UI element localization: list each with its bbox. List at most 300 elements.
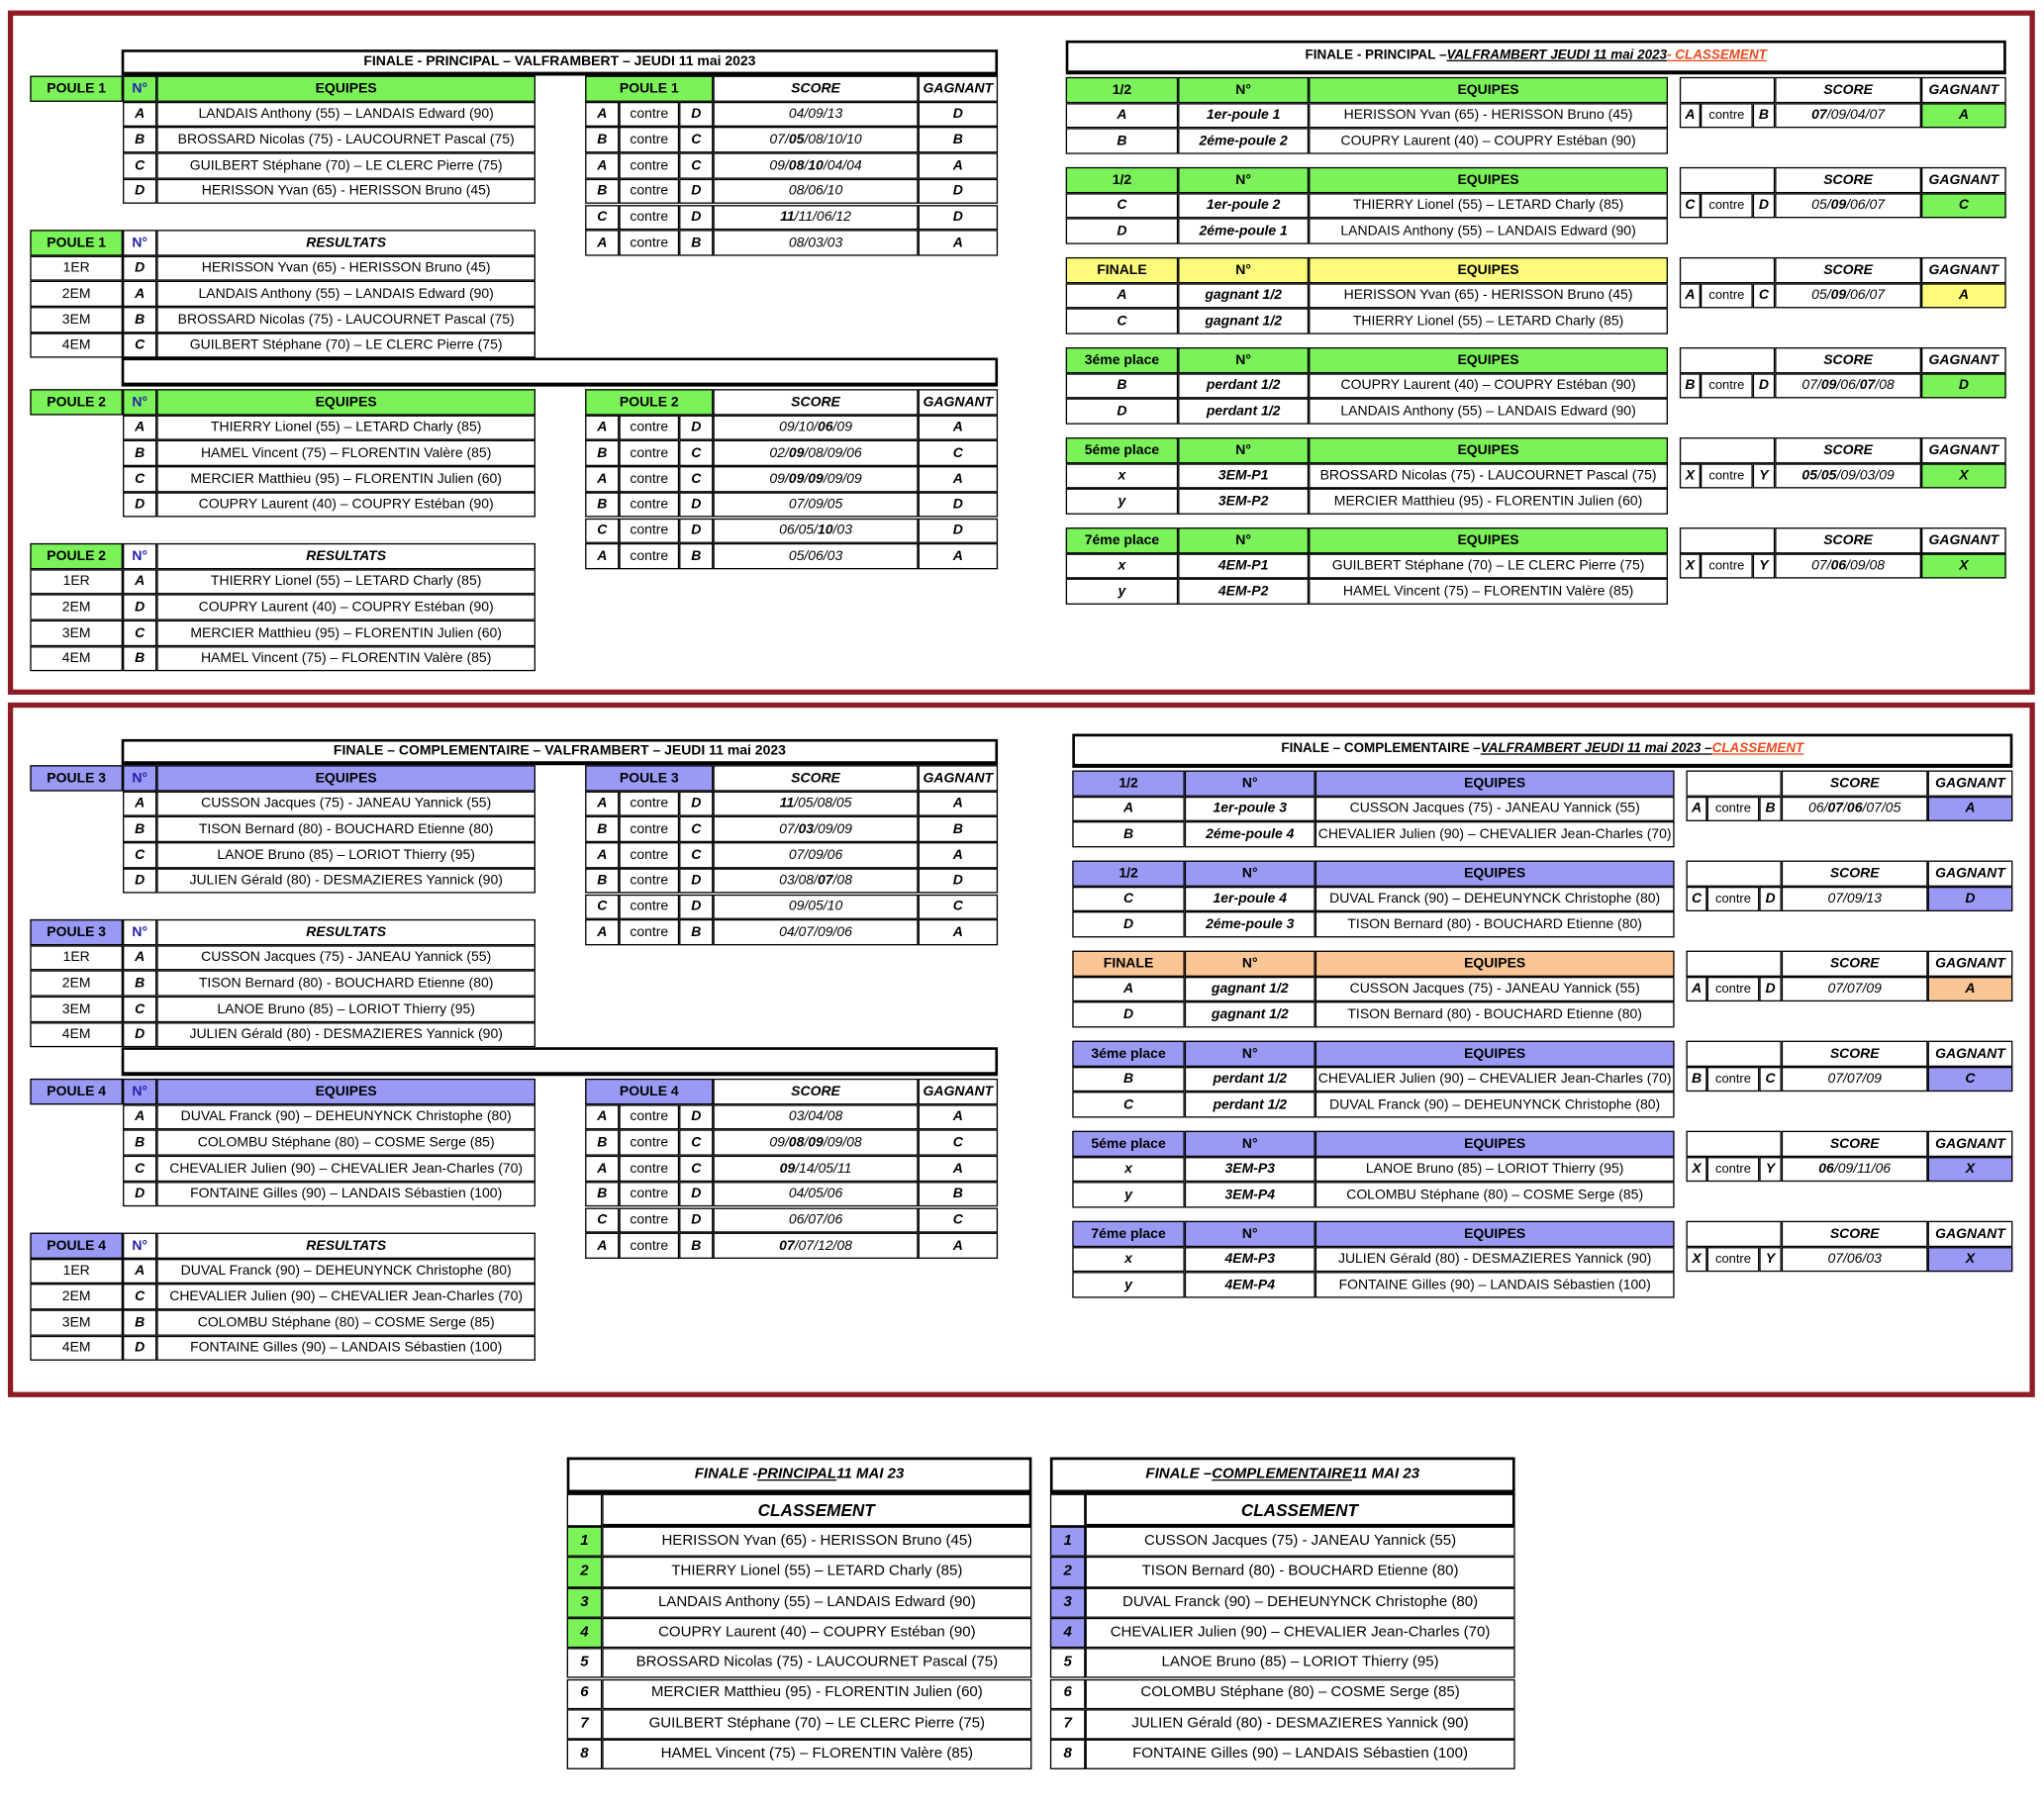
- match-team-b: C: [679, 816, 713, 842]
- classement-header: CLASSEMENT: [602, 1494, 1031, 1527]
- team-letter: C: [123, 620, 156, 646]
- match-winner: A: [919, 466, 998, 492]
- team-letter: D: [123, 1182, 156, 1207]
- score-header: SCORE: [713, 76, 918, 102]
- match-winner: D: [919, 205, 998, 231]
- match-team-b: C: [679, 1156, 713, 1182]
- pool-label: POULE 1: [30, 76, 123, 102]
- classement-title: [567, 1458, 1032, 1494]
- team-letter: C: [123, 466, 156, 492]
- team-letter: B: [123, 971, 156, 997]
- match-winner: D: [919, 179, 998, 205]
- match-winner: C: [919, 1130, 998, 1156]
- winner-header: GAGNANT: [919, 1079, 998, 1104]
- match-score: 06/05/ 10 /03: [713, 518, 918, 543]
- match-score: 04/05/06: [713, 1182, 918, 1207]
- match-score: 05 / 05 /09/03/09: [1775, 463, 1921, 489]
- match-team-a: A: [585, 842, 619, 868]
- contre-label: contre: [1701, 463, 1753, 489]
- team-letter: C: [1066, 309, 1178, 334]
- seed-label: gagnant 1/2: [1185, 1002, 1315, 1028]
- contre-label: contre: [619, 842, 679, 868]
- team-name: FONTAINE Gilles (90) – LANDAIS Sébastien (100): [1315, 1273, 1675, 1298]
- score-header: SCORE: [1775, 347, 1921, 373]
- match-winner: A: [919, 842, 998, 868]
- rank-label: 2EM: [30, 1285, 123, 1310]
- team-letter: D: [123, 595, 156, 620]
- team-name: TISON Bernard (80) - BOUCHARD Etienne (80): [1315, 912, 1675, 938]
- match-team-a: B: [1680, 373, 1701, 399]
- rank-label: 3EM: [30, 997, 123, 1022]
- pool-label: POULE 2: [585, 389, 713, 415]
- match-winner: A: [919, 415, 998, 440]
- rank-number: 7: [567, 1709, 603, 1740]
- team-name: CUSSON Jacques (75) - JANEAU Yannick (55): [156, 945, 535, 971]
- team-letter: B: [1066, 373, 1178, 399]
- match-team-b: Y: [1753, 553, 1775, 579]
- blank-header: [1680, 167, 1775, 193]
- team-letter: B: [123, 440, 156, 466]
- blank-header: [1680, 77, 1775, 103]
- title-classement: - CLASSEMENT: [1667, 48, 1767, 63]
- team-letter: A: [123, 415, 156, 440]
- teams-header: EQUIPES: [1315, 1131, 1675, 1157]
- match-winner: A: [1928, 796, 2013, 821]
- teams-header: EQUIPES: [1315, 1041, 1675, 1067]
- seed-label: gagnant 1/2: [1185, 977, 1315, 1002]
- score-header: SCORE: [1775, 257, 1921, 283]
- results-header: RESULTATS: [156, 919, 535, 945]
- team-letter: D: [1066, 219, 1178, 244]
- rank-number: 2: [567, 1557, 603, 1587]
- number-header: N°: [1185, 951, 1315, 977]
- match-winner: X: [1921, 463, 2006, 489]
- match-winner: B: [919, 128, 998, 153]
- team-name: HERISSON Yvan (65) - HERISSON Bruno (45): [1309, 283, 1668, 309]
- team-name: LANDAIS Anthony (55) – LANDAIS Edward (90): [1309, 399, 1668, 425]
- team-letter: C: [123, 1156, 156, 1182]
- contre-label: contre: [619, 919, 679, 945]
- title-date: 11 MAI 23: [836, 1466, 905, 1482]
- match-winner: X: [1928, 1157, 2013, 1183]
- match-winner: A: [919, 543, 998, 569]
- number-header: N°: [1178, 437, 1309, 463]
- winner-header: GAGNANT: [1928, 771, 2013, 797]
- team-name: LANDAIS Anthony (55) – LANDAIS Edward (90): [602, 1587, 1031, 1618]
- team-name: JULIEN Gérald (80) - DESMAZIERES Yannick (90): [156, 1022, 535, 1048]
- match-score: 05/ 09 /06/07: [1775, 283, 1921, 309]
- contre-label: contre: [619, 230, 679, 255]
- stage-label: 3éme place: [1072, 1041, 1184, 1067]
- team-letter: C: [1072, 1093, 1184, 1118]
- match-winner: A: [919, 1233, 998, 1259]
- match-team-a: B: [585, 128, 619, 153]
- team-name: HAMEL Vincent (75) – FLORENTIN Valère (85): [156, 646, 535, 672]
- match-team-b: Y: [1759, 1247, 1781, 1273]
- number-header: N°: [1185, 1131, 1315, 1157]
- team-letter: B: [1066, 129, 1178, 154]
- match-team-a: A: [585, 1233, 619, 1259]
- match-team-b: C: [1753, 283, 1775, 309]
- score-header: SCORE: [1782, 951, 1928, 977]
- match-team-a: A: [1686, 977, 1706, 1002]
- team-name: THIERRY Lionel (55) – LETARD Charly (85): [156, 415, 535, 440]
- seed-label: 2éme-poule 3: [1185, 912, 1315, 938]
- contre-label: contre: [1701, 373, 1753, 399]
- seed-label: perdant 1/2: [1185, 1093, 1315, 1118]
- title-venue: VALFRAMBERT JEUDI 11 mai 2023: [1446, 48, 1668, 63]
- stage-label: FINALE: [1072, 951, 1184, 977]
- match-winner: A: [1921, 103, 2006, 129]
- team-letter: A: [123, 945, 156, 971]
- team-letter: B: [123, 1310, 156, 1336]
- winner-header: GAGNANT: [1921, 437, 2006, 463]
- team-name: HAMEL Vincent (75) – FLORENTIN Valère (85): [602, 1740, 1031, 1770]
- team-name: GUILBERT Stéphane (70) – LE CLERC Pierre (75): [602, 1709, 1031, 1740]
- rank-label: 3EM: [30, 1310, 123, 1336]
- match-team-a: B: [585, 440, 619, 466]
- winner-header: GAGNANT: [1928, 861, 2013, 887]
- team-name: LANDAIS Anthony (55) – LANDAIS Edward (90): [1309, 219, 1668, 244]
- seed-label: 1er-poule 3: [1185, 796, 1315, 821]
- match-team-a: C: [585, 518, 619, 543]
- number-header: N°: [123, 389, 156, 415]
- contre-label: contre: [619, 128, 679, 153]
- match-score: 11 /11/06/12: [713, 205, 918, 231]
- match-winner: C: [919, 1207, 998, 1233]
- seed-label: 2éme-poule 4: [1185, 821, 1315, 847]
- pool-label: POULE 2: [30, 389, 123, 415]
- contre-label: contre: [1707, 796, 1760, 821]
- match-score: 07/ 03 /09/09: [713, 816, 918, 842]
- match-team-b: D: [1753, 193, 1775, 219]
- rank-number: 6: [567, 1678, 603, 1709]
- seed-label: 2éme-poule 2: [1178, 129, 1309, 154]
- match-winner: D: [919, 518, 998, 543]
- match-winner: C: [919, 440, 998, 466]
- seed-label: 1er-poule 4: [1185, 887, 1315, 912]
- team-name: CHEVALIER Julien (90) – CHEVALIER Jean-Charles (70): [1315, 1067, 1675, 1093]
- rank-number: 3: [567, 1587, 603, 1618]
- stage-label: 7éme place: [1072, 1221, 1184, 1247]
- match-winner: A: [1928, 977, 2013, 1002]
- pool-label: POULE 4: [30, 1079, 123, 1104]
- teams-header: EQUIPES: [1309, 77, 1668, 103]
- team-name: COLOMBU Stéphane (80) – COSME Serge (85): [1315, 1183, 1675, 1208]
- team-letter: x: [1066, 553, 1178, 579]
- team-name: LANOE Bruno (85) – LORIOT Thierry (95): [156, 997, 535, 1022]
- match-team-b: C: [679, 466, 713, 492]
- stage-label: FINALE: [1066, 257, 1178, 283]
- blank-header: [1680, 527, 1775, 553]
- pool-label: POULE 1: [585, 76, 713, 102]
- match-team-b: D: [679, 868, 713, 894]
- match-team-a: A: [585, 919, 619, 945]
- contre-label: contre: [619, 415, 679, 440]
- contre-label: contre: [619, 543, 679, 569]
- number-header: N°: [1185, 1221, 1315, 1247]
- seed-label: 1er-poule 1: [1178, 103, 1309, 129]
- team-letter: C: [123, 997, 156, 1022]
- match-team-b: D: [679, 179, 713, 205]
- winner-header: GAGNANT: [1928, 1041, 2013, 1067]
- number-header: N°: [123, 543, 156, 569]
- team-name: COUPRY Laurent (40) – COUPRY Estéban (90): [156, 492, 535, 518]
- rank-label: 4EM: [30, 646, 123, 672]
- results-header: RESULTATS: [156, 230, 535, 255]
- match-score: 09/ 08 / 09 /09/08: [713, 1130, 918, 1156]
- match-winner: X: [1928, 1247, 2013, 1273]
- match-team-a: C: [1680, 193, 1701, 219]
- rank-label: 1ER: [30, 255, 123, 281]
- contre-label: contre: [1707, 977, 1760, 1002]
- team-letter: y: [1066, 579, 1178, 605]
- title-division: PRINCIPAL: [757, 1466, 837, 1482]
- match-score: 07/09/05: [713, 492, 918, 518]
- score-header: SCORE: [1782, 861, 1928, 887]
- blank-header: [1686, 1221, 1781, 1247]
- contre-label: contre: [619, 205, 679, 231]
- number-header: N°: [1178, 347, 1309, 373]
- match-winner: B: [919, 816, 998, 842]
- rank-number: 1: [1050, 1526, 1086, 1557]
- team-name: THIERRY Lionel (55) – LETARD Charly (85): [156, 569, 535, 595]
- score-header: SCORE: [1782, 1131, 1928, 1157]
- match-team-b: B: [679, 1233, 713, 1259]
- team-name: DUVAL Franck (90) – DEHEUNYNCK Christophe (80): [1315, 1093, 1675, 1118]
- teams-header: EQUIPES: [1309, 527, 1668, 553]
- match-score: 04/07/09/06: [713, 919, 918, 945]
- seed-label: 3EM-P2: [1178, 489, 1309, 515]
- team-letter: B: [1072, 821, 1184, 847]
- contre-label: contre: [1707, 1067, 1760, 1093]
- seed-label: 2éme-poule 1: [1178, 219, 1309, 244]
- title-part: FINALE - PRINCIPAL –: [1305, 48, 1447, 63]
- match-winner: D: [919, 492, 998, 518]
- team-letter: C: [123, 1285, 156, 1310]
- team-name: HERISSON Yvan (65) - HERISSON Bruno (45): [1309, 103, 1668, 129]
- team-letter: D: [1072, 1002, 1184, 1028]
- winner-header: GAGNANT: [1928, 1131, 2013, 1157]
- team-name: COLOMBU Stéphane (80) – COSME Serge (85): [156, 1310, 535, 1336]
- match-score: 05/ 09 /06/07: [1775, 193, 1921, 219]
- teams-header: EQUIPES: [156, 1079, 535, 1104]
- number-header: N°: [1178, 77, 1309, 103]
- rank-label: 1ER: [30, 569, 123, 595]
- rank-label: 2EM: [30, 281, 123, 307]
- seed-label: 3EM-P3: [1185, 1157, 1315, 1183]
- team-letter: D: [123, 868, 156, 894]
- seed-label: perdant 1/2: [1185, 1067, 1315, 1093]
- contre-label: contre: [619, 1182, 679, 1207]
- team-name: DUVAL Franck (90) – DEHEUNYNCK Christophe (80): [156, 1259, 535, 1285]
- match-team-b: Y: [1753, 463, 1775, 489]
- team-name: CHEVALIER Julien (90) – CHEVALIER Jean-Charles (70): [1086, 1618, 1515, 1649]
- match-team-a: X: [1680, 553, 1701, 579]
- contre-label: contre: [1707, 1157, 1760, 1183]
- match-score: 06 /09/11/06: [1782, 1157, 1928, 1183]
- rank-label: 4EM: [30, 1336, 123, 1362]
- team-letter: x: [1072, 1247, 1184, 1273]
- contre-label: contre: [619, 179, 679, 205]
- match-score: 09/ 08 / 10 /04/04: [713, 153, 918, 179]
- match-score: 08/03/03: [713, 230, 918, 255]
- stage-label: 1/2: [1072, 861, 1184, 887]
- winner-header: GAGNANT: [1921, 77, 2006, 103]
- score-header: SCORE: [1782, 771, 1928, 797]
- contre-label: contre: [619, 1207, 679, 1233]
- seed-label: 4EM-P3: [1185, 1247, 1315, 1273]
- match-team-a: X: [1680, 463, 1701, 489]
- rank-number: 8: [1050, 1740, 1086, 1770]
- teams-header: EQUIPES: [156, 76, 535, 102]
- contre-label: contre: [619, 518, 679, 543]
- contre-label: contre: [1701, 193, 1753, 219]
- pool-separator: [122, 1047, 998, 1076]
- team-name: COLOMBU Stéphane (80) – COSME Serge (85): [1086, 1678, 1515, 1709]
- team-letter: A: [123, 569, 156, 595]
- team-name: MERCIER Matthieu (95) – FLORENTIN Julien (60): [156, 466, 535, 492]
- blank-header: [1680, 437, 1775, 463]
- rank-label: 3EM: [30, 620, 123, 646]
- team-letter: B: [123, 816, 156, 842]
- seed-label: 4EM-P4: [1185, 1273, 1315, 1298]
- match-team-a: B: [585, 492, 619, 518]
- match-team-a: B: [1686, 1067, 1706, 1093]
- number-header: N°: [1178, 257, 1309, 283]
- match-winner: D: [919, 102, 998, 128]
- blank-header: [1686, 861, 1781, 887]
- match-winner: D: [1921, 373, 2006, 399]
- score-header: SCORE: [713, 765, 918, 791]
- stage-label: 1/2: [1072, 771, 1184, 797]
- match-team-b: D: [679, 894, 713, 919]
- match-score: 07/09/06: [713, 842, 918, 868]
- blank-header: [1680, 347, 1775, 373]
- team-letter: A: [1072, 796, 1184, 821]
- blank-cell: [1050, 1494, 1086, 1527]
- rank-label: 2EM: [30, 595, 123, 620]
- seed-label: gagnant 1/2: [1178, 283, 1309, 309]
- team-name: TISON Bernard (80) - BOUCHARD Etienne (80): [1315, 1002, 1675, 1028]
- title-part: FINALE –: [1145, 1466, 1213, 1482]
- title-classement: CLASSEMENT: [1711, 741, 1804, 757]
- match-team-a: A: [585, 153, 619, 179]
- contre-label: contre: [619, 102, 679, 128]
- blank-header: [1686, 771, 1781, 797]
- team-letter: y: [1066, 489, 1178, 515]
- match-team-b: C: [1759, 1067, 1781, 1093]
- match-team-b: D: [1759, 977, 1781, 1002]
- match-team-b: Y: [1759, 1157, 1781, 1183]
- match-score: 07 /09/04/07: [1775, 103, 1921, 129]
- pool-label: POULE 3: [30, 919, 123, 945]
- team-name: TISON Bernard (80) - BOUCHARD Etienne (80): [156, 971, 535, 997]
- score-header: SCORE: [1782, 1041, 1928, 1067]
- title-part: FINALE -: [694, 1466, 758, 1482]
- match-team-a: A: [585, 415, 619, 440]
- winner-header: GAGNANT: [919, 76, 998, 102]
- seed-label: 3EM-P4: [1185, 1183, 1315, 1208]
- team-letter: D: [1072, 912, 1184, 938]
- match-winner: C: [1921, 193, 2006, 219]
- contre-label: contre: [619, 894, 679, 919]
- team-name: LANOE Bruno (85) – LORIOT Thierry (95): [1315, 1157, 1675, 1183]
- match-winner: D: [1928, 887, 2013, 912]
- team-letter: D: [123, 179, 156, 205]
- pool-separator: [122, 358, 998, 387]
- team-name: CUSSON Jacques (75) - JANEAU Yannick (55): [1315, 977, 1675, 1002]
- teams-header: EQUIPES: [1309, 347, 1668, 373]
- number-header: N°: [1185, 771, 1315, 797]
- team-name: CUSSON Jacques (75) - JANEAU Yannick (55): [156, 791, 535, 816]
- contre-label: contre: [619, 868, 679, 894]
- match-winner: B: [919, 1182, 998, 1207]
- team-name: DUVAL Franck (90) – DEHEUNYNCK Christophe (80): [156, 1104, 535, 1130]
- classement-title: [1050, 1458, 1515, 1494]
- match-team-a: A: [585, 1156, 619, 1182]
- seed-label: 4EM-P1: [1178, 553, 1309, 579]
- blank-header: [1686, 1041, 1781, 1067]
- teams-header: EQUIPES: [1315, 861, 1675, 887]
- team-name: TISON Bernard (80) - BOUCHARD Etienne (80): [1086, 1557, 1515, 1587]
- contre-label: contre: [619, 1104, 679, 1130]
- team-letter: D: [123, 255, 156, 281]
- team-letter: A: [123, 1104, 156, 1130]
- team-letter: x: [1066, 463, 1178, 489]
- rank-number: 8: [567, 1740, 603, 1770]
- seed-label: gagnant 1/2: [1178, 309, 1309, 334]
- score-header: SCORE: [1775, 77, 1921, 103]
- match-team-a: A: [1686, 796, 1706, 821]
- contre-label: contre: [619, 816, 679, 842]
- team-name: BROSSARD Nicolas (75) - LAUCOURNET Pascal (75): [602, 1648, 1031, 1678]
- stage-label: 7éme place: [1066, 527, 1178, 553]
- score-header: SCORE: [1782, 1221, 1928, 1247]
- winner-header: GAGNANT: [1921, 527, 2006, 553]
- match-winner: C: [919, 894, 998, 919]
- team-name: THIERRY Lionel (55) – LETARD Charly (85): [602, 1557, 1031, 1587]
- match-team-b: B: [679, 543, 713, 569]
- match-team-b: C: [679, 842, 713, 868]
- match-team-a: X: [1686, 1247, 1706, 1273]
- team-name: JULIEN Gérald (80) - DESMAZIERES Yannick (90): [156, 868, 535, 894]
- blank-header: [1686, 951, 1781, 977]
- team-letter: B: [123, 128, 156, 153]
- number-header: N°: [123, 1233, 156, 1259]
- score-header: SCORE: [713, 1079, 918, 1104]
- rank-number: 5: [1050, 1648, 1086, 1678]
- match-winner: A: [1921, 283, 2006, 309]
- rank-label: 2EM: [30, 971, 123, 997]
- winner-header: GAGNANT: [919, 389, 998, 415]
- match-team-a: A: [585, 102, 619, 128]
- team-name: CUSSON Jacques (75) - JANEAU Yannick (55): [1315, 796, 1675, 821]
- match-team-a: A: [585, 791, 619, 816]
- number-header: N°: [1185, 1041, 1315, 1067]
- team-name: BROSSARD Nicolas (75) - LAUCOURNET Pascal (75): [1309, 463, 1668, 489]
- results-header: RESULTATS: [156, 543, 535, 569]
- match-team-b: D: [679, 1207, 713, 1233]
- rank-number: 2: [1050, 1557, 1086, 1587]
- stage-label: 5éme place: [1066, 437, 1178, 463]
- team-name: BROSSARD Nicolas (75) - LAUCOURNET Pascal (75): [156, 128, 535, 153]
- pool-label: POULE 1: [30, 230, 123, 255]
- contre-label: contre: [619, 492, 679, 518]
- rank-number: 3: [1050, 1587, 1086, 1618]
- pool-label: POULE 3: [30, 765, 123, 791]
- team-name: MERCIER Matthieu (95) - FLORENTIN Julien (60): [602, 1678, 1031, 1709]
